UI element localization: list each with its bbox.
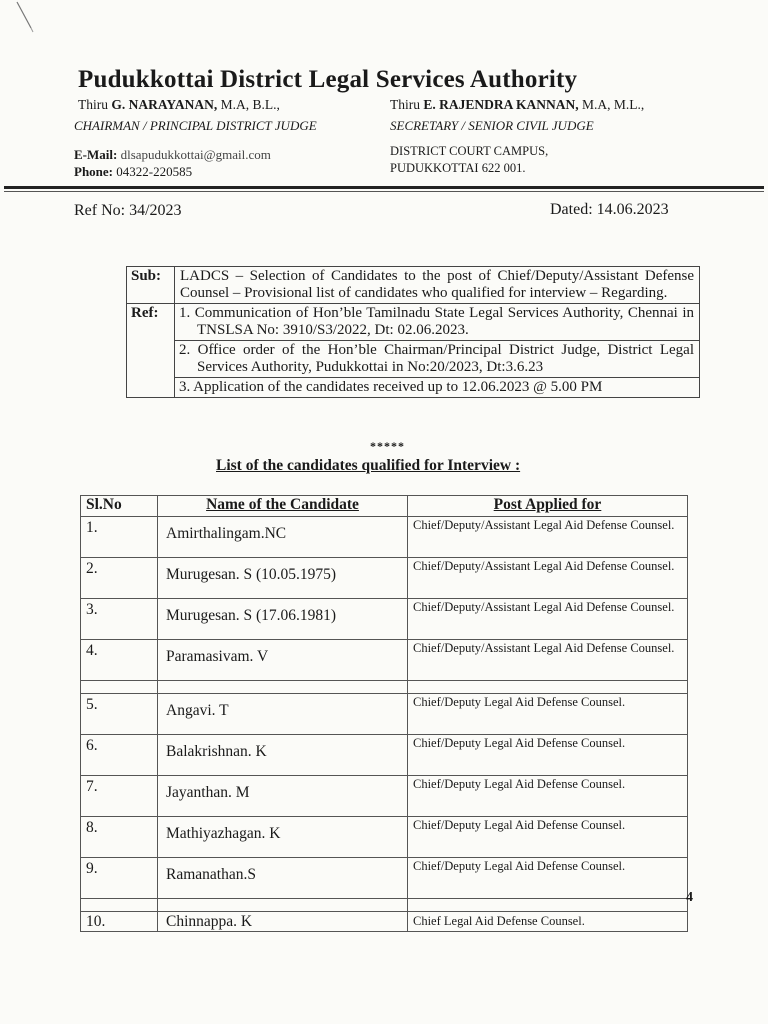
page-number: 4 bbox=[686, 890, 693, 905]
email-label: E-Mail: bbox=[74, 147, 118, 162]
group-spacer-row bbox=[81, 681, 688, 694]
header-candidate-name: Name of the Candidate bbox=[158, 496, 408, 517]
chairman-name: G. NARAYANAN, bbox=[111, 97, 218, 112]
phone-number: 04322-220585 bbox=[116, 164, 193, 179]
row-sl-no: 4. bbox=[81, 640, 158, 681]
row-sl-no: 2. bbox=[81, 558, 158, 599]
table-row bbox=[81, 694, 688, 735]
row-post-applied: Chief/Deputy Legal Aid Defense Counsel. bbox=[408, 776, 688, 817]
row-sl-no: 1. bbox=[81, 517, 158, 558]
secretary-prefix: Thiru bbox=[390, 97, 420, 112]
row-post-applied: Chief/Deputy/Assistant Legal Aid Defense Counsel. bbox=[408, 517, 688, 558]
table-row bbox=[81, 735, 688, 776]
secretary-qualification: M.A, M.L., bbox=[582, 97, 645, 112]
reference-row-2 bbox=[127, 341, 700, 378]
row-post-applied: Chief/Deputy/Assistant Legal Aid Defense Counsel. bbox=[408, 640, 688, 681]
row-candidate-name: Ramanathan.S bbox=[158, 858, 408, 899]
authority-title: Pudukkottai District Legal Services Authority bbox=[78, 66, 578, 93]
row-candidate-name: Murugesan. S (17.06.1981) bbox=[158, 599, 408, 640]
pen-stroke-mark bbox=[14, 0, 38, 36]
row-candidate-name: Mathiyazhagan. K bbox=[158, 817, 408, 858]
row-sl-no: 9. bbox=[81, 858, 158, 899]
row-post-applied: Chief/Deputy/Assistant Legal Aid Defense Counsel. bbox=[408, 599, 688, 640]
row-post-applied: Chief/Deputy Legal Aid Defense Counsel. bbox=[408, 817, 688, 858]
reference-number: Ref No: 34/2023 bbox=[74, 202, 182, 219]
row-sl-no: 7. bbox=[81, 776, 158, 817]
table-row bbox=[81, 912, 688, 932]
row-candidate-name: Chinnappa. K bbox=[158, 912, 408, 932]
spacer-cell bbox=[81, 899, 158, 912]
row-post-applied: Chief/Deputy Legal Aid Defense Counsel. bbox=[408, 694, 688, 735]
candidates-table bbox=[80, 495, 688, 932]
header-post-applied: Post Applied for bbox=[408, 496, 688, 517]
header-sl-no: Sl.No bbox=[81, 496, 158, 517]
reference-row-1 bbox=[127, 304, 700, 341]
row-candidate-name: Murugesan. S (10.05.1975) bbox=[158, 558, 408, 599]
secretary-name: E. RAJENDRA KANNAN, bbox=[423, 97, 579, 112]
table-row bbox=[81, 599, 688, 640]
row-post-applied: Chief/Deputy Legal Aid Defense Counsel. bbox=[408, 858, 688, 899]
row-post-applied: Chief Legal Aid Defense Counsel. bbox=[408, 912, 688, 932]
row-candidate-name: Angavi. T bbox=[158, 694, 408, 735]
secretary-role: SECRETARY / SENIOR CIVIL JUDGE bbox=[390, 118, 594, 133]
subject-text: LADCS – Selection of Candidates to the post of Chief/Deputy/Assistant Defense Counsel – Provisional list of candidates who qualified for interview – Regarding. bbox=[175, 267, 700, 304]
phone-label: Phone: bbox=[74, 164, 113, 179]
table-row bbox=[81, 517, 688, 558]
chairman-qualification: M.A, B.L., bbox=[220, 97, 280, 112]
spacer-cell bbox=[158, 899, 408, 912]
subject-row bbox=[127, 267, 700, 304]
reference-item-2: 2. Office order of the Hon’ble Chairman/Principal District Judge, District Legal Services Authority, Pudukkottai in No:20/2023, Dt:3.6.23 bbox=[175, 341, 700, 378]
row-candidate-name: Amirthalingam.NC bbox=[158, 517, 408, 558]
row-post-applied: Chief/Deputy Legal Aid Defense Counsel. bbox=[408, 735, 688, 776]
row-sl-no: 3. bbox=[81, 599, 158, 640]
section-separator: ***** bbox=[370, 439, 405, 453]
email-address: dlsapudukkottai@gmail.com bbox=[120, 147, 271, 162]
row-sl-no: 8. bbox=[81, 817, 158, 858]
header-divider-thin bbox=[4, 191, 764, 192]
table-row bbox=[81, 817, 688, 858]
reference-row-3 bbox=[127, 378, 700, 398]
document-date: Dated: 14.06.2023 bbox=[550, 201, 669, 218]
secretary-line bbox=[390, 97, 644, 113]
subject-key: Sub: bbox=[127, 267, 175, 304]
table-row bbox=[81, 858, 688, 899]
address-line-2: PUDUKKOTTAI 622 001. bbox=[390, 161, 526, 175]
row-sl-no: 6. bbox=[81, 735, 158, 776]
spacer-cell bbox=[158, 681, 408, 694]
reference-key: Ref: bbox=[127, 304, 175, 398]
table-row bbox=[81, 558, 688, 599]
row-candidate-name: Balakrishnan. K bbox=[158, 735, 408, 776]
group-spacer-row bbox=[81, 899, 688, 912]
spacer-cell bbox=[408, 899, 688, 912]
reference-item-1: 1. Communication of Hon’ble Tamilnadu State Legal Services Authority, Chennai in TNSLSA No: 3910/S3/2022, Dt: 02.06.2023. bbox=[175, 304, 700, 341]
email-line bbox=[74, 147, 271, 163]
chairman-role: CHAIRMAN / PRINCIPAL DISTRICT JUDGE bbox=[74, 118, 317, 133]
list-heading: List of the candidates qualified for Interview : bbox=[216, 457, 521, 474]
reference-item-3: 3. Application of the candidates received up to 12.06.2023 @ 5.00 PM bbox=[175, 378, 700, 398]
row-candidate-name: Jayanthan. M bbox=[158, 776, 408, 817]
spacer-cell bbox=[81, 681, 158, 694]
row-sl-no: 10. bbox=[81, 912, 158, 932]
table-row bbox=[81, 776, 688, 817]
row-candidate-name: Paramasivam. V bbox=[158, 640, 408, 681]
header-divider bbox=[4, 186, 764, 189]
chairman-line bbox=[78, 97, 280, 113]
row-sl-no: 5. bbox=[81, 694, 158, 735]
phone-line bbox=[74, 164, 192, 180]
table-header-row bbox=[81, 496, 688, 517]
row-post-applied: Chief/Deputy/Assistant Legal Aid Defense Counsel. bbox=[408, 558, 688, 599]
spacer-cell bbox=[408, 681, 688, 694]
chairman-prefix: Thiru bbox=[78, 97, 108, 112]
table-row bbox=[81, 640, 688, 681]
address-line-1: DISTRICT COURT CAMPUS, bbox=[390, 144, 549, 158]
subject-reference-table bbox=[126, 266, 700, 398]
